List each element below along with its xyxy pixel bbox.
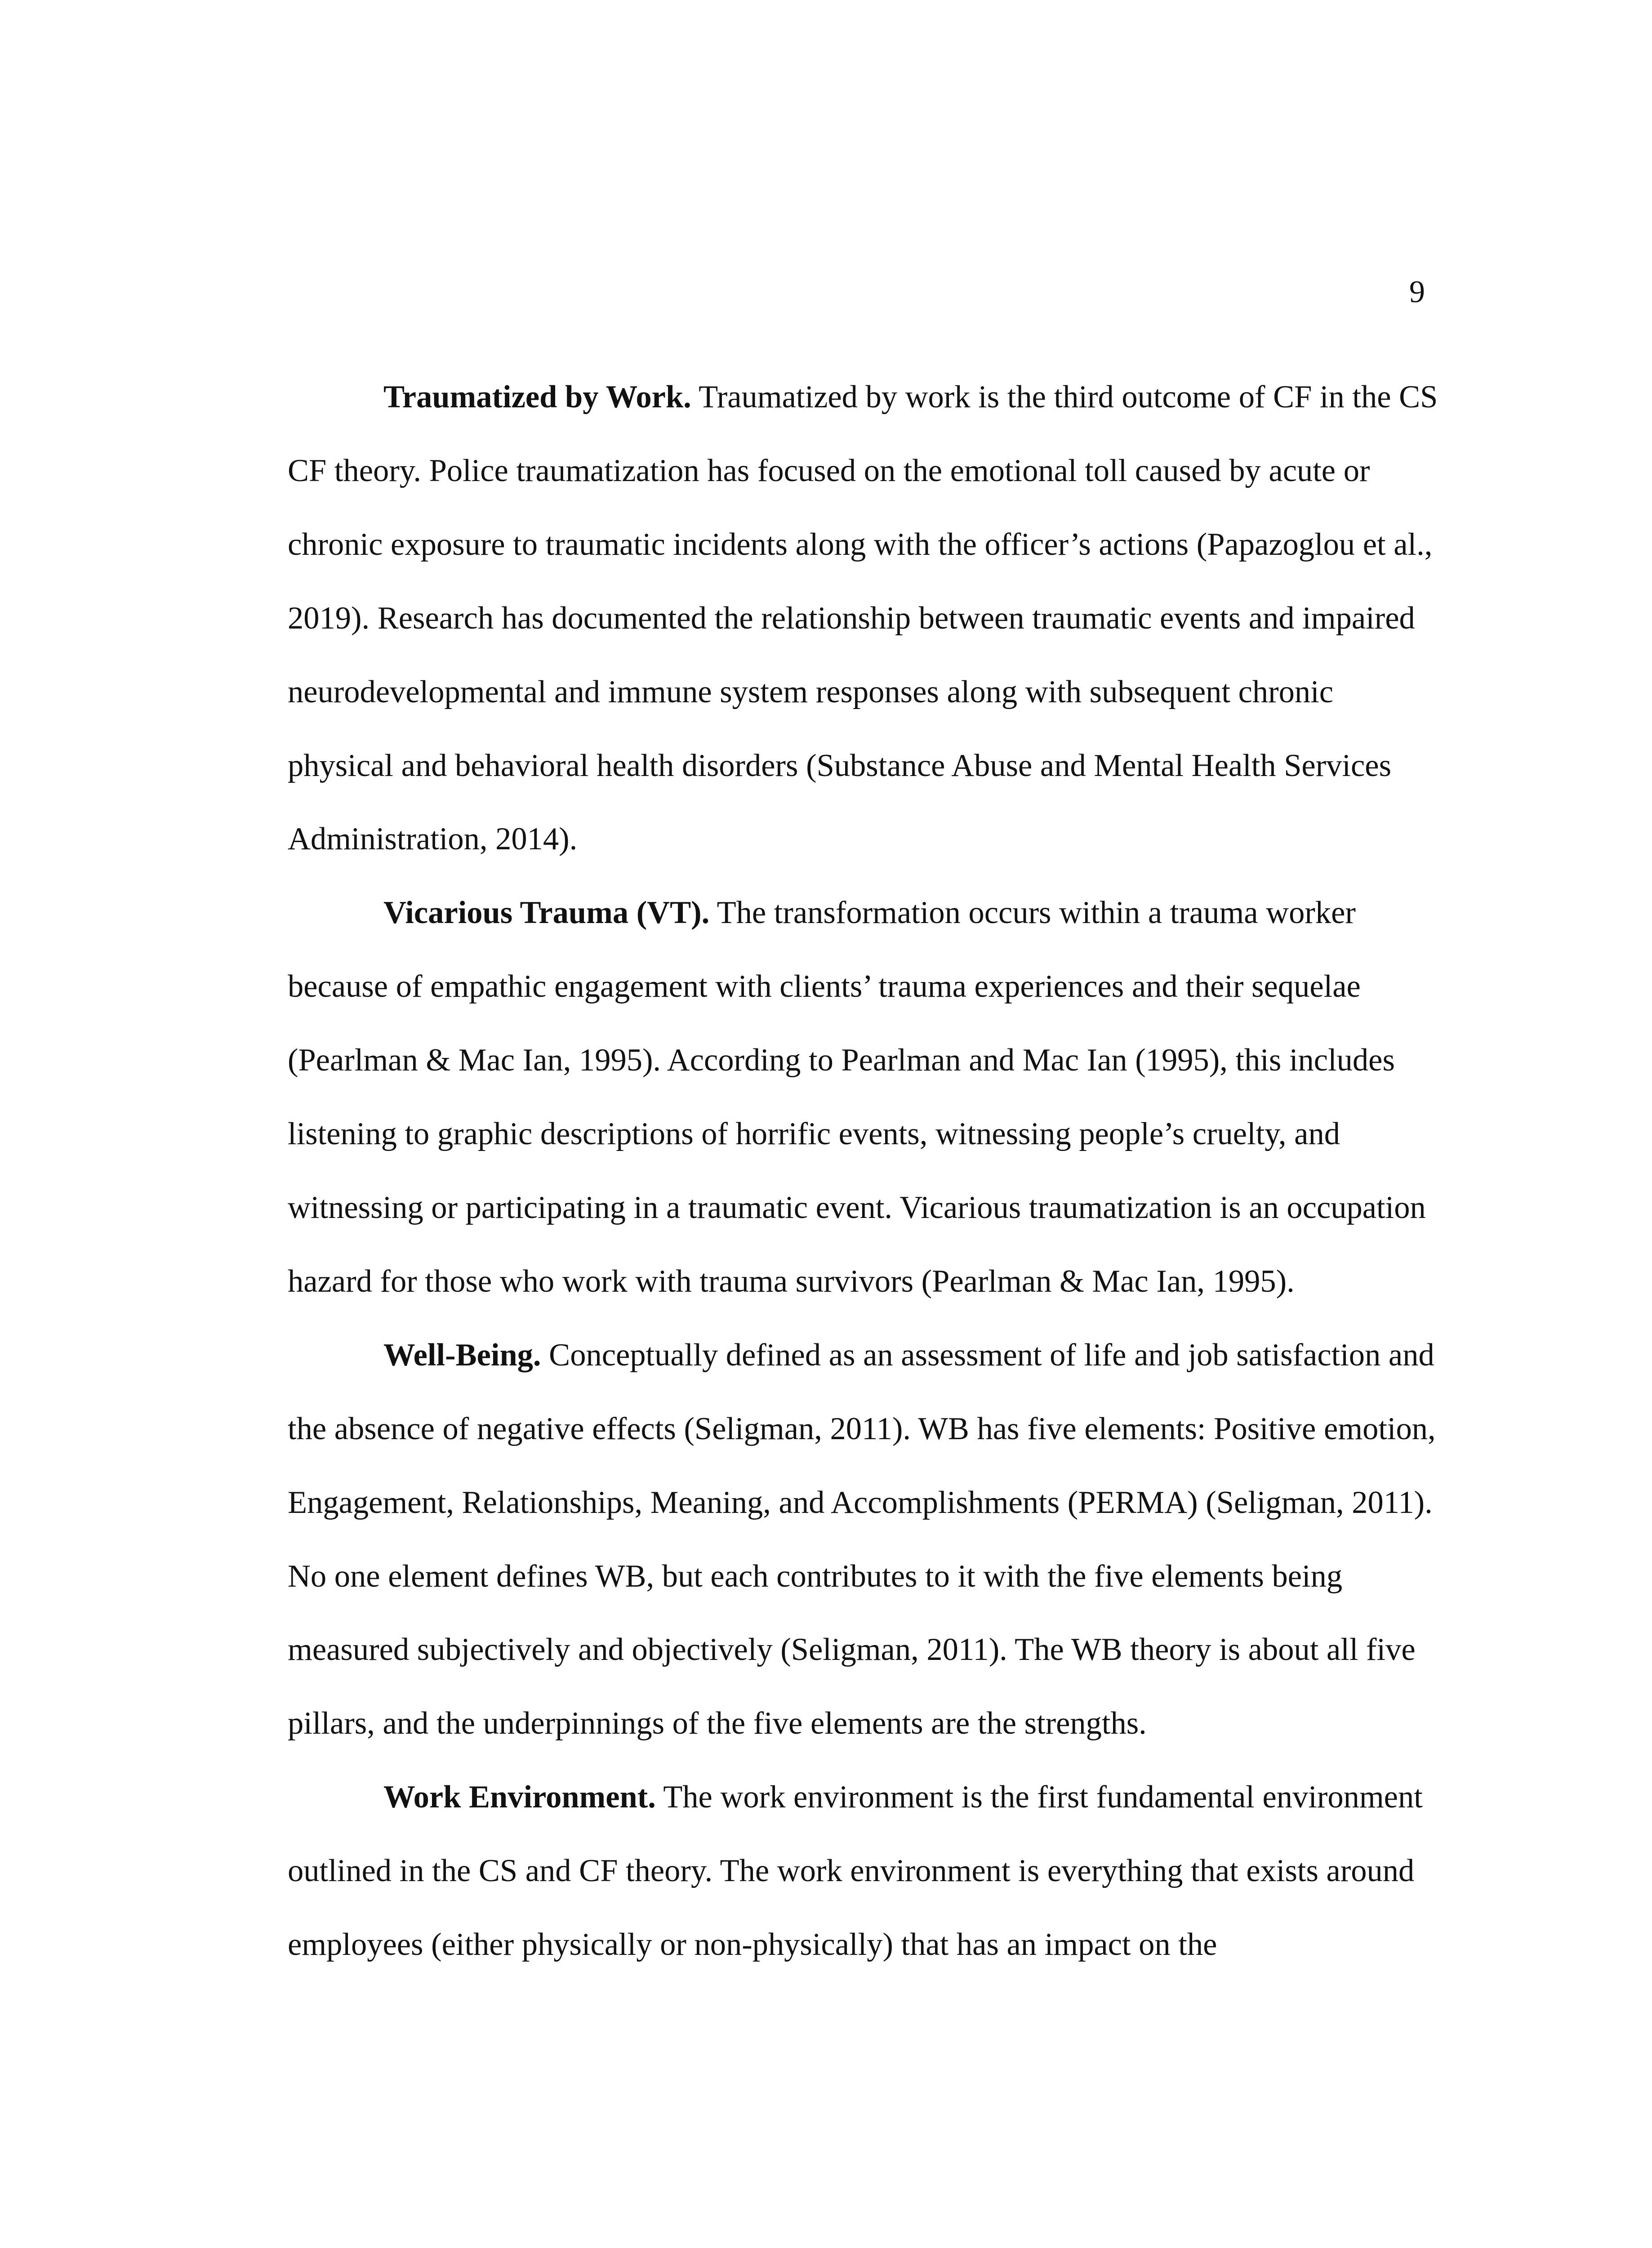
paragraph-traumatized-by-work: [288, 361, 1438, 876]
paragraph-vicarious-trauma: [288, 876, 1438, 1318]
body-text: [288, 361, 1438, 1982]
paragraph-heading: Vicarious Trauma (VT).: [383, 895, 710, 931]
paragraph-text: Traumatized by work is the third outcome of CF in the CS CF theory. Police traumatization has focused on the emotional toll caused by acute or chronic exposure to traumatic incidents along with the officer’s actions (Papazoglou et al., 2019). Research has documented the relationship between traumatic events and impaired neurodevelopmental and immune system responses along with subsequent chronic physical and behavioral health disorders (Substance Abuse and Mental Health Services Administration, 2014).: [288, 379, 1438, 857]
paragraph-text: The transformation occurs within a trauma worker because of empathic engagement with clients’ trauma experiences and their sequelae (Pearlman & Mac Ian, 1995). According to Pearlman and Mac Ian (1995), this includes listening to graphic descriptions of horrific events, witnessing people’s cruelty, and witnessing or participating in a traumatic event. Vicarious traumatization is an occupation hazard for those who work with trauma survivors (Pearlman & Mac Ian, 1995).: [288, 895, 1426, 1299]
paragraph-heading: Traumatized by Work.: [383, 379, 691, 415]
paragraph-heading: Work Environment.: [383, 1780, 656, 1815]
paragraph-text: The work environment is the first fundamental environment outlined in the CS and CF theory. The work environment is everything that exists around employees (either physically or non-physically) that has an impact on the: [288, 1780, 1423, 1963]
paragraph-well-being: [288, 1319, 1438, 1761]
page-number: 9: [1409, 275, 1425, 309]
paragraph-work-environment: [288, 1761, 1438, 1982]
paragraph-text: Conceptually defined as an assessment of life and job satisfaction and the absence of negative effects (Seligman, 2011). WB has five elements: Positive emotion, Engagement, Relationships, Meaning, and Accomplishments (PERMA) (Seligman, 2011). No one element defines WB, but each contributes to it with the five elements being measured subjectively and objectively (Seligman, 2011). The WB theory is about all five pillars, and the underpinnings of the five elements are the strengths.: [288, 1337, 1436, 1741]
paragraph-heading: Well-Being.: [383, 1337, 541, 1373]
